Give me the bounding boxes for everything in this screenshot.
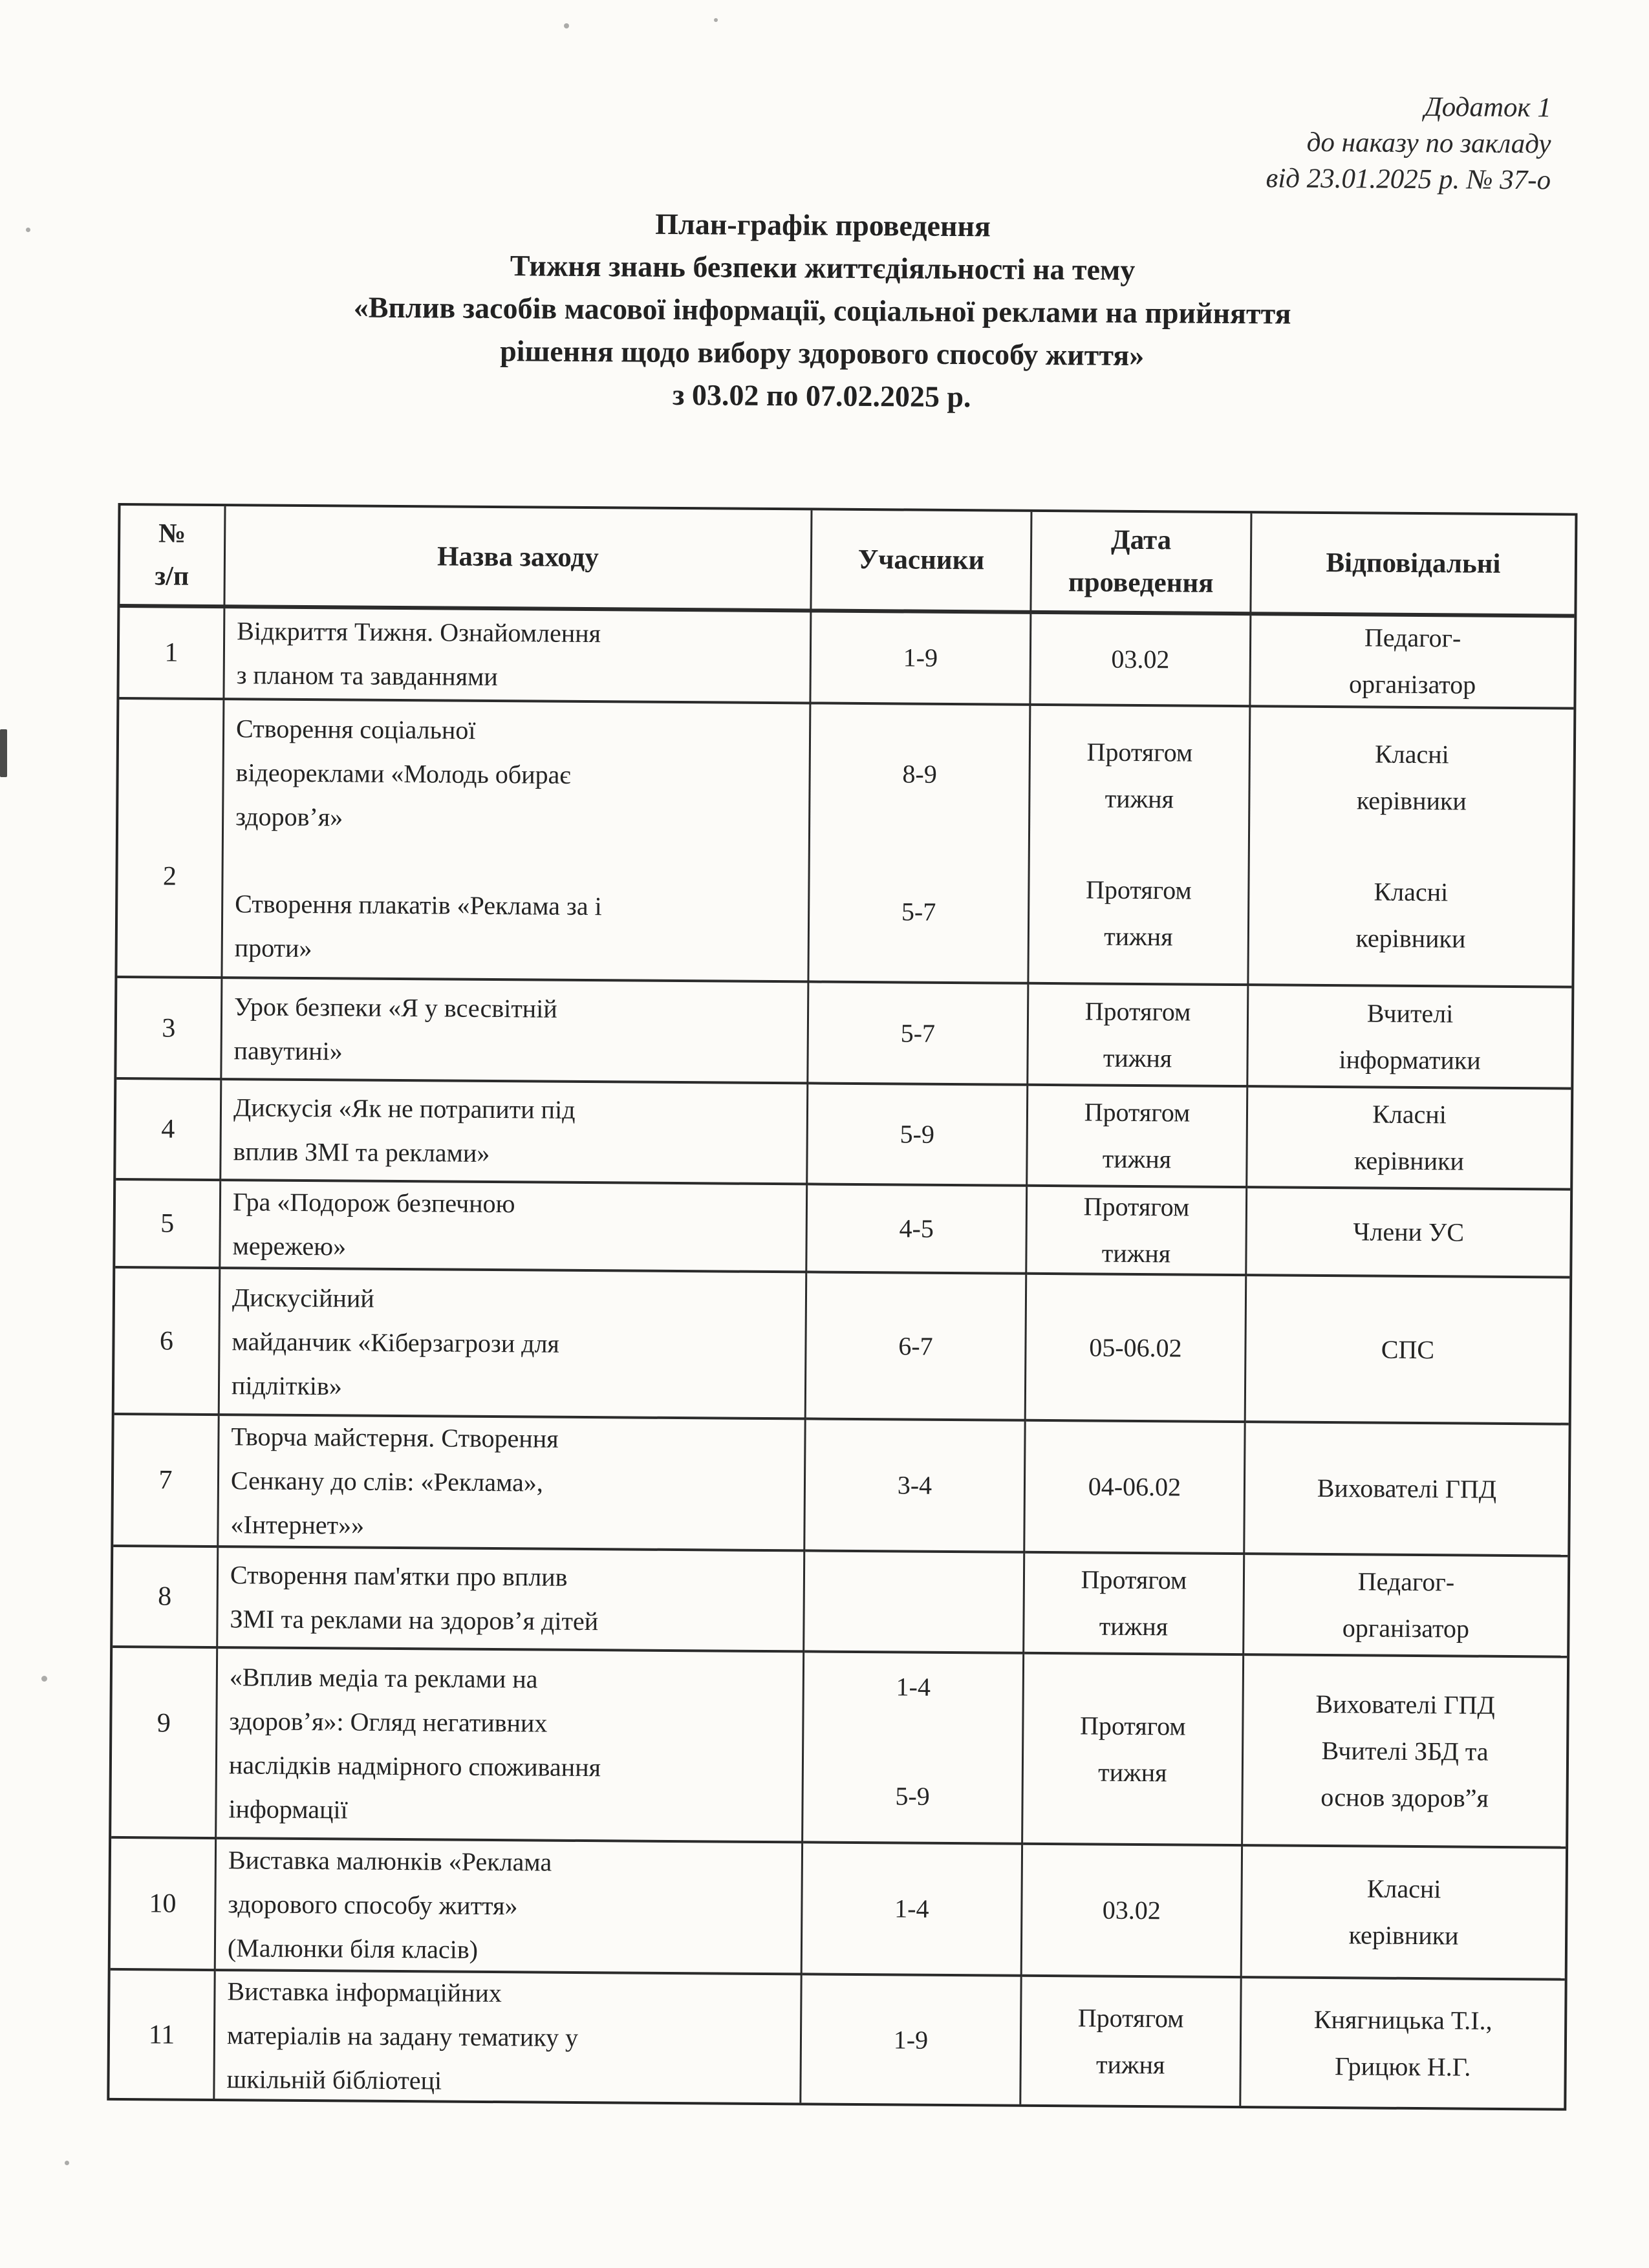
header-participants: Учасники [812, 510, 1032, 614]
row10-responsible: Класні керівники [1242, 1846, 1566, 1980]
header-num: № з/п [120, 506, 226, 608]
row2-entry1-date: Протягом тижня [1086, 737, 1193, 814]
row5-date: Протягом тижня [1027, 1187, 1247, 1276]
row2-entry2-date: Протягом тижня [1085, 875, 1192, 952]
row9-date: Протягом тижня [1023, 1654, 1244, 1846]
appendix-line: від 23.01.2025 р. № 37-о [1266, 163, 1551, 196]
row1-date: 03.02 [1031, 614, 1251, 707]
title-line: рішення щодо вибору здорового способу життя» [500, 334, 1145, 372]
row1-responsible: Педагог- організатор [1251, 615, 1574, 709]
header-date: Дата проведення [1031, 512, 1252, 615]
row11-date: Протягом тижня [1021, 1977, 1242, 2106]
row5-participants: 4-5 [807, 1185, 1028, 1274]
scan-speck [41, 1676, 47, 1682]
row4-num: 4 [116, 1080, 222, 1181]
row2-entry1-name: Створення соціальної відеореклами «Молодь обирає здоров’я» [235, 714, 571, 832]
row11-name: Виставка інформаційних матеріалів на задану тематику у шкільній бібліотеці [215, 1971, 802, 2102]
row4-participants: 5-9 [808, 1084, 1028, 1186]
row9-participants-top: 1-4 [896, 1672, 931, 1702]
row2-num: 2 [117, 700, 224, 979]
header-responsible: Відповідальні [1251, 513, 1575, 617]
row11-participants: 1-9 [801, 1975, 1022, 2104]
row3-num: 3 [116, 978, 222, 1080]
row9-participants-bottom: 5-9 [895, 1781, 930, 1811]
row3-name: Урок безпеки «Я у всесвітній павутині» [222, 979, 809, 1084]
scan-edge-artifact [0, 729, 7, 777]
row10-name: Виставка малюнків «Реклама здорового способу життя» (Малюнки біля класів) [216, 1839, 803, 1975]
row4-name: Дискусія «Як не потрапити під вплив ЗМІ та реклами» [221, 1080, 808, 1185]
row2-name [222, 700, 811, 983]
scan-speck [26, 228, 30, 232]
row9-name: «Вплив медіа та реклами на здоров’я»: Огляд негативних наслідків надмірного споживання інформації [217, 1649, 804, 1843]
row8-responsible: Педагог- організатор [1244, 1555, 1568, 1658]
appendix-reference-block [1266, 88, 1551, 198]
row9-responsible: Вихователі ГПД Вчителі ЗБД та основ здоров”я [1243, 1656, 1567, 1848]
row9-participants [803, 1653, 1024, 1845]
row7-name: Творча майстерня. Створення Сенкану до слів: «Реклама», «Інтернет»» [219, 1416, 806, 1552]
row4-date: Протягом тижня [1028, 1086, 1248, 1188]
row6-name: Дискусійний майданчик «Кіберзагрози для підлітків» [220, 1269, 808, 1420]
row6-num: 6 [114, 1268, 221, 1416]
row3-responsible: Вчителі інформатики [1248, 986, 1571, 1089]
row5-responsible: Члени УС [1247, 1188, 1570, 1278]
row2-responsible [1249, 707, 1573, 988]
row3-participants: 5-7 [808, 983, 1029, 1086]
title-line: План-графік проведення [655, 207, 991, 243]
row8-participants [804, 1552, 1025, 1654]
row1-num: 1 [119, 608, 225, 700]
title-line: з 03.02 по 07.02.2025 р. [672, 378, 971, 414]
row7-responsible: Вихователі ГПД [1245, 1423, 1568, 1557]
row8-name: Створення пам'ятки про вплив ЗМІ та реклами на здоров’я дітей [218, 1548, 805, 1653]
row2-entry2-responsible: Класні керівники [1355, 877, 1466, 954]
row10-participants: 1-4 [803, 1843, 1023, 1976]
row2-participants [809, 704, 1031, 984]
row2-date [1029, 706, 1251, 986]
row6-responsible: СПС [1246, 1276, 1570, 1425]
row3-date: Протягом тижня [1028, 985, 1249, 1087]
header-name: Назва заходу [225, 506, 812, 612]
row7-date: 04-06.02 [1025, 1422, 1245, 1555]
scan-speck [714, 18, 718, 22]
row10-num: 10 [111, 1839, 217, 1971]
row2-entry2-name: Створення плакатів «Реклама за і проти» [234, 889, 602, 963]
row2-entry1-responsible: Класні керівники [1356, 739, 1467, 816]
row11-responsible: Княгницька Т.І., Грицюк Н.Г. [1313, 2004, 1493, 2082]
row4-responsible: Класні керівники [1247, 1087, 1571, 1190]
appendix-line: до наказу по закладу [1306, 127, 1551, 160]
row9-num: 9 [111, 1648, 218, 1839]
schedule-table [107, 503, 1577, 2111]
row7-participants: 3-4 [805, 1420, 1026, 1553]
row11-num: 11 [109, 1971, 215, 2099]
row6-participants: 6-7 [806, 1273, 1028, 1421]
document-title [27, 198, 1619, 423]
row8-num: 8 [113, 1547, 219, 1649]
row10-date: 03.02 [1022, 1845, 1243, 1978]
row6-date: 05-06.02 [1026, 1275, 1247, 1423]
row2-entry1-participants: 8-9 [902, 759, 937, 789]
row7-num: 7 [113, 1415, 219, 1548]
row1-name: Відкриття Тижня. Ознайомлення з планом та завданнями [224, 608, 812, 704]
title-line: Тижня знань безпеки життєдіяльності на тему [510, 249, 1136, 286]
scan-speck [564, 23, 569, 28]
title-line: «Вплив засобів масової інформації, соціальної реклами на прийняття [353, 290, 1291, 330]
row1-participants: 1-9 [811, 612, 1031, 705]
appendix-line: Додаток 1 [1424, 92, 1552, 123]
row2-entry2-participants: 5-7 [901, 897, 936, 927]
row8-date: Протягом тижня [1024, 1554, 1245, 1656]
scan-speck [65, 2161, 69, 2165]
row5-num: 5 [115, 1181, 221, 1269]
row5-name: Гра «Подорож безпечною мережею» [221, 1181, 808, 1273]
